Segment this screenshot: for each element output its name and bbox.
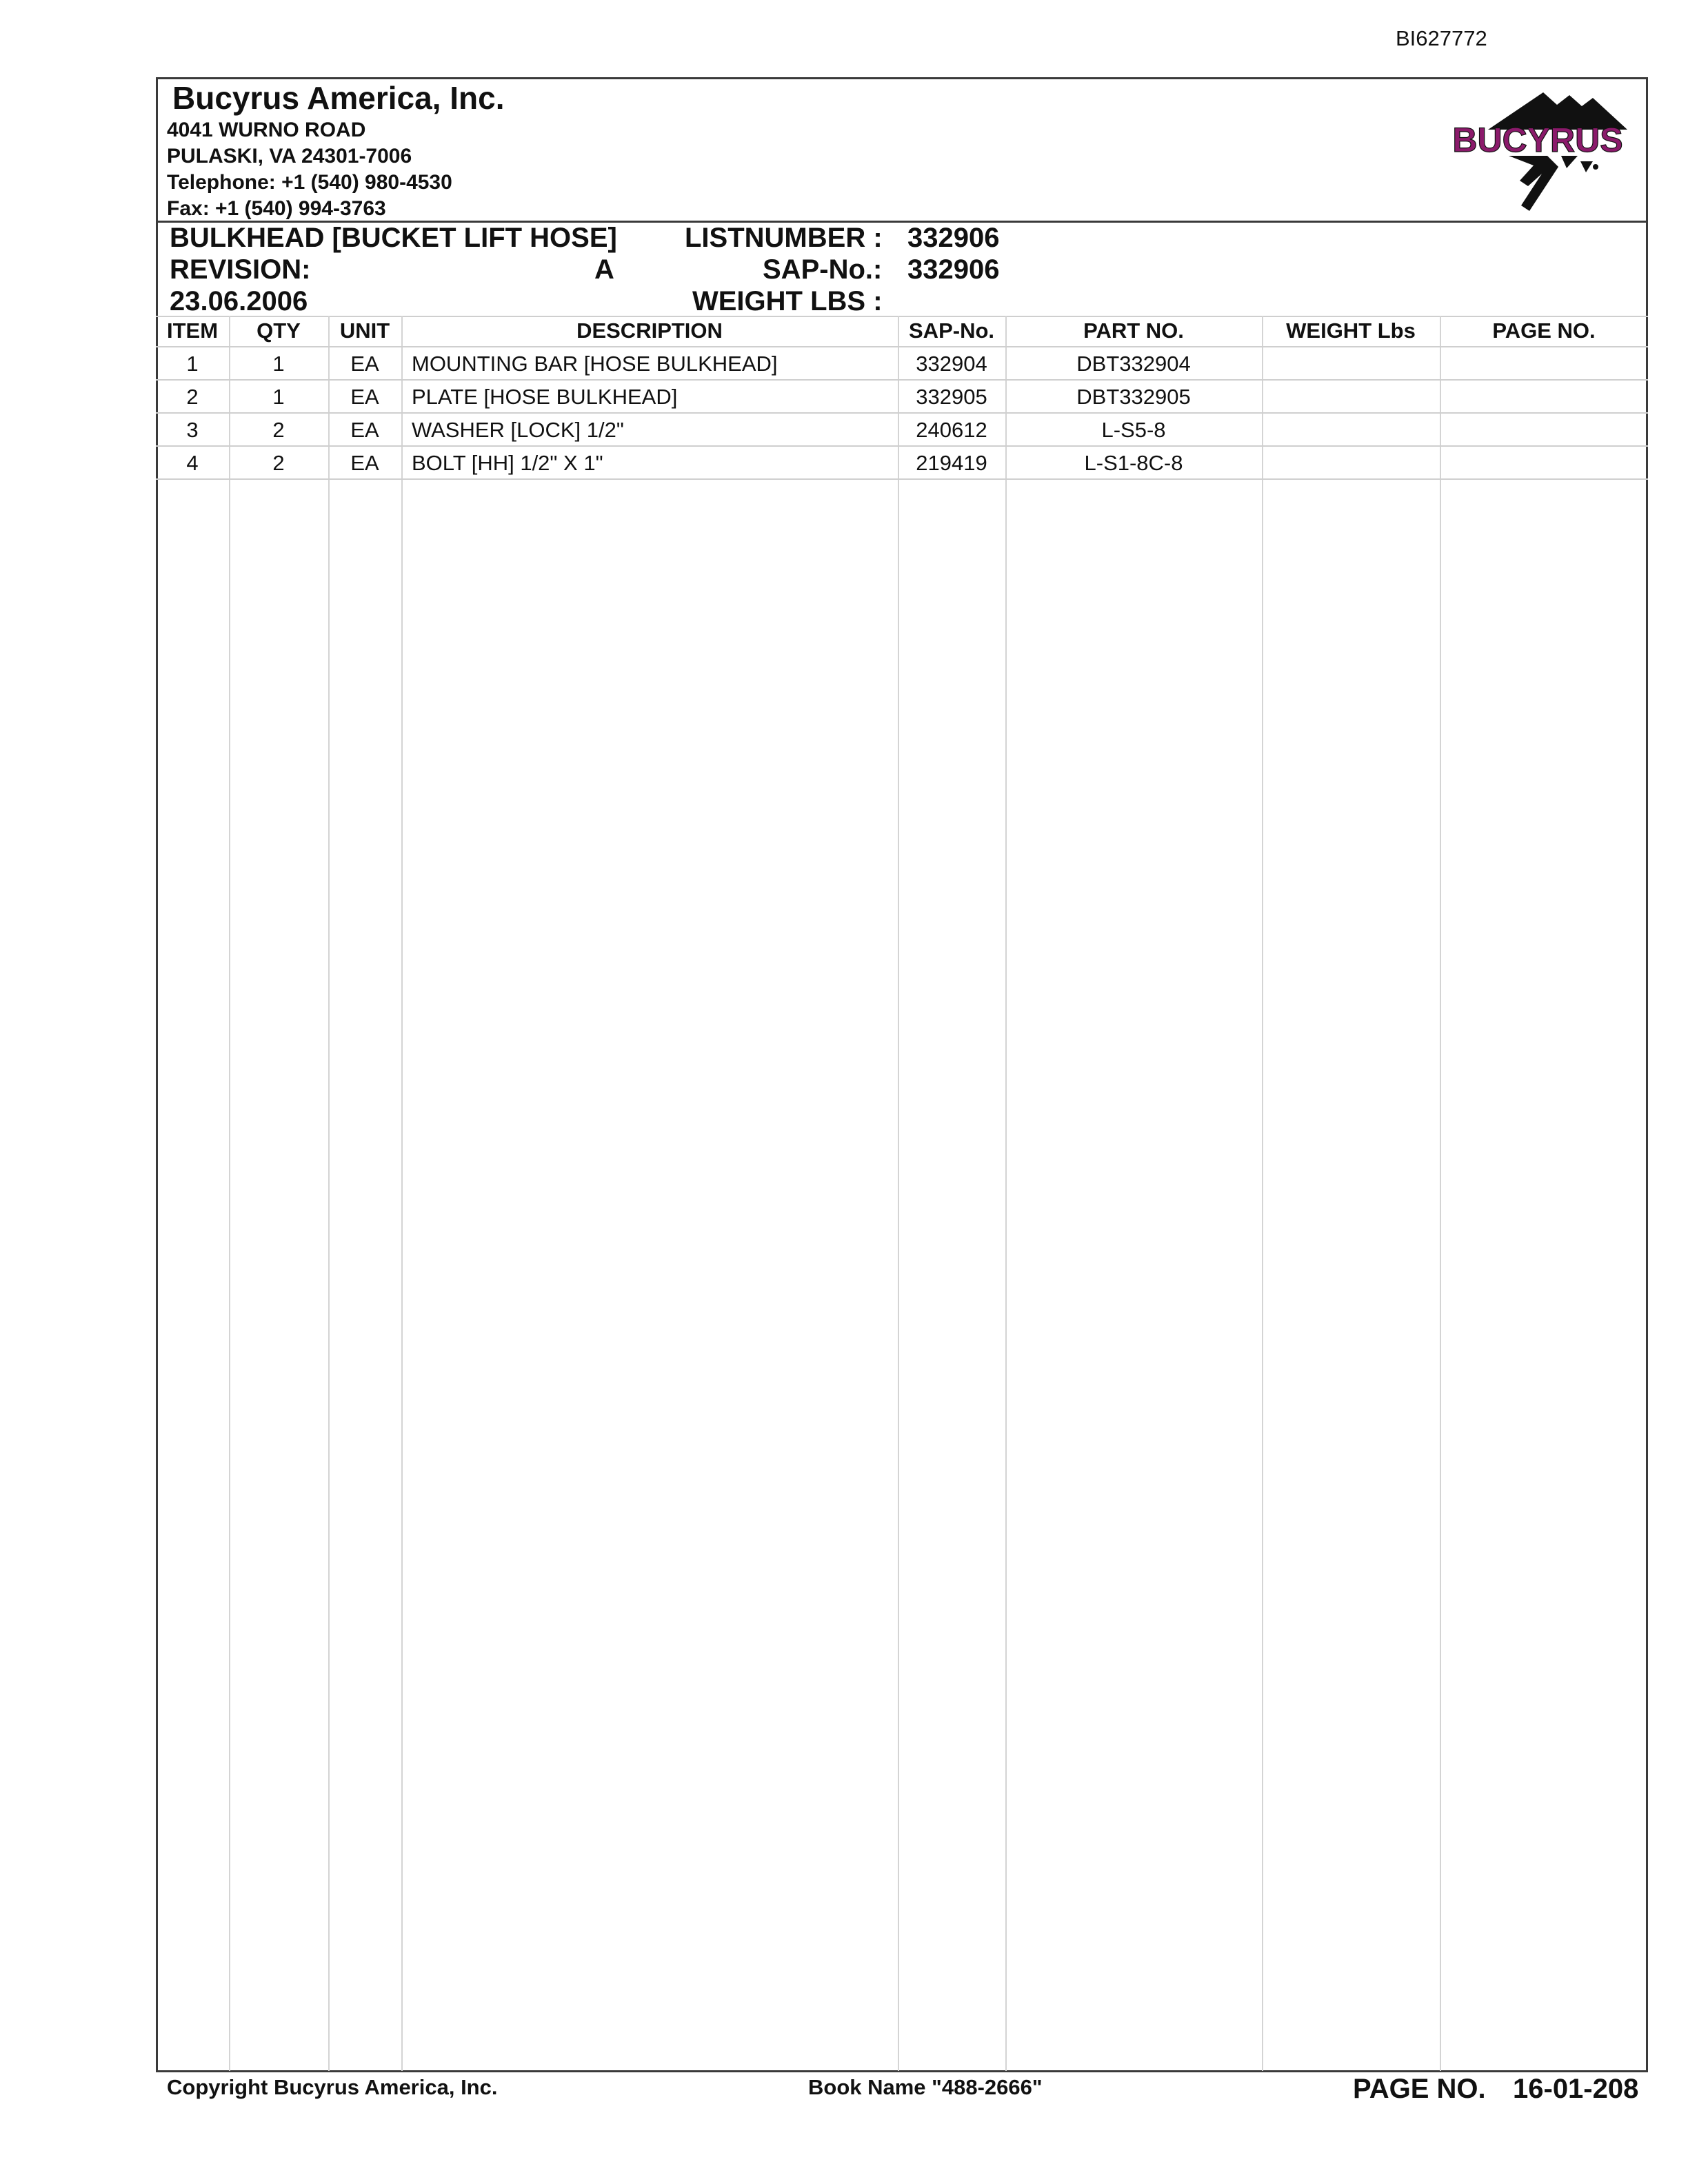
cell-unit: EA xyxy=(350,418,379,442)
cell-part-no: DBT332905 xyxy=(1076,385,1191,409)
weight-label: WEIGHT LBS : xyxy=(692,286,883,316)
column-header-weight: WEIGHT Lbs xyxy=(1286,318,1416,343)
cell-description: WASHER [LOCK] 1/2" xyxy=(412,418,624,442)
listnumber-value: 332906 xyxy=(907,223,1000,253)
cell-item: 3 xyxy=(186,418,199,442)
column-separator xyxy=(1262,316,1263,2071)
column-separator xyxy=(328,316,330,2071)
column-header-sap-no: SAP-No. xyxy=(909,318,994,343)
cell-unit: EA xyxy=(350,352,379,376)
cell-description: PLATE [HOSE BULKHEAD] xyxy=(412,385,678,409)
cell-qty: 2 xyxy=(272,451,285,475)
column-separator xyxy=(229,316,230,2071)
table-row xyxy=(156,346,1648,379)
cell-part-no: L-S5-8 xyxy=(1101,418,1166,442)
cell-sap-no: 332905 xyxy=(916,385,987,409)
book-name: Book Name "488-2666" xyxy=(808,2075,1043,2099)
cell-item: 1 xyxy=(186,352,199,376)
sap-label: SAP-No.: xyxy=(763,254,883,285)
cell-sap-no: 240612 xyxy=(916,418,987,442)
list-date: 23.06.2006 xyxy=(170,286,308,316)
sap-value: 332906 xyxy=(907,254,1000,285)
cell-item: 4 xyxy=(186,451,199,475)
cell-unit: EA xyxy=(350,385,379,409)
table-row xyxy=(156,412,1648,445)
cell-qty: 2 xyxy=(272,418,285,442)
document-id: BI627772 xyxy=(1396,26,1487,50)
table-row xyxy=(156,379,1648,412)
column-header-description: DESCRIPTION xyxy=(576,318,723,343)
column-separator xyxy=(898,316,899,2071)
cell-unit: EA xyxy=(350,451,379,475)
column-separator xyxy=(1005,316,1007,2071)
revision-label: REVISION: xyxy=(170,254,311,285)
cell-item: 2 xyxy=(186,385,199,409)
revision-value: A xyxy=(594,254,614,285)
cell-sap-no: 332904 xyxy=(916,352,987,376)
cell-description: MOUNTING BAR [HOSE BULKHEAD] xyxy=(412,352,778,376)
row-rule xyxy=(156,478,1648,480)
column-header-part-no: PART NO. xyxy=(1083,318,1184,343)
fax: Fax: +1 (540) 994-3763 xyxy=(167,197,386,220)
column-header-page-no: PAGE NO. xyxy=(1492,318,1596,343)
page-number-label: PAGE NO. xyxy=(1353,2074,1486,2104)
logo-wordmark: BUCYRUS xyxy=(1452,121,1623,159)
column-separator xyxy=(401,316,403,2071)
copyright: Copyright Bucyrus America, Inc. xyxy=(167,2075,498,2099)
telephone: Telephone: +1 (540) 980-4530 xyxy=(167,171,452,194)
column-header-qty: QTY xyxy=(257,318,301,343)
column-header-unit: UNIT xyxy=(339,318,390,343)
cell-qty: 1 xyxy=(272,352,285,376)
cell-sap-no: 219419 xyxy=(916,451,987,475)
table-row xyxy=(156,445,1648,478)
column-separator xyxy=(1440,316,1441,2071)
listnumber-label: LISTNUMBER : xyxy=(685,223,883,253)
cell-part-no: L-S1-8C-8 xyxy=(1084,451,1183,475)
column-header-item: ITEM xyxy=(166,318,219,343)
company-name: Bucyrus America, Inc. xyxy=(172,80,505,116)
bucyrus-logo xyxy=(1440,90,1636,211)
table-top-rule xyxy=(156,316,1648,317)
page-number-value: 16-01-208 xyxy=(1513,2074,1639,2104)
address-line-2: PULASKI, VA 24301-7006 xyxy=(167,145,412,168)
list-title: BULKHEAD [BUCKET LIFT HOSE] xyxy=(170,223,617,253)
cell-qty: 1 xyxy=(272,385,285,409)
address-line-1: 4041 WURNO ROAD xyxy=(167,119,366,141)
cell-description: BOLT [HH] 1/2" X 1" xyxy=(412,451,603,475)
cell-part-no: DBT332904 xyxy=(1076,352,1191,376)
